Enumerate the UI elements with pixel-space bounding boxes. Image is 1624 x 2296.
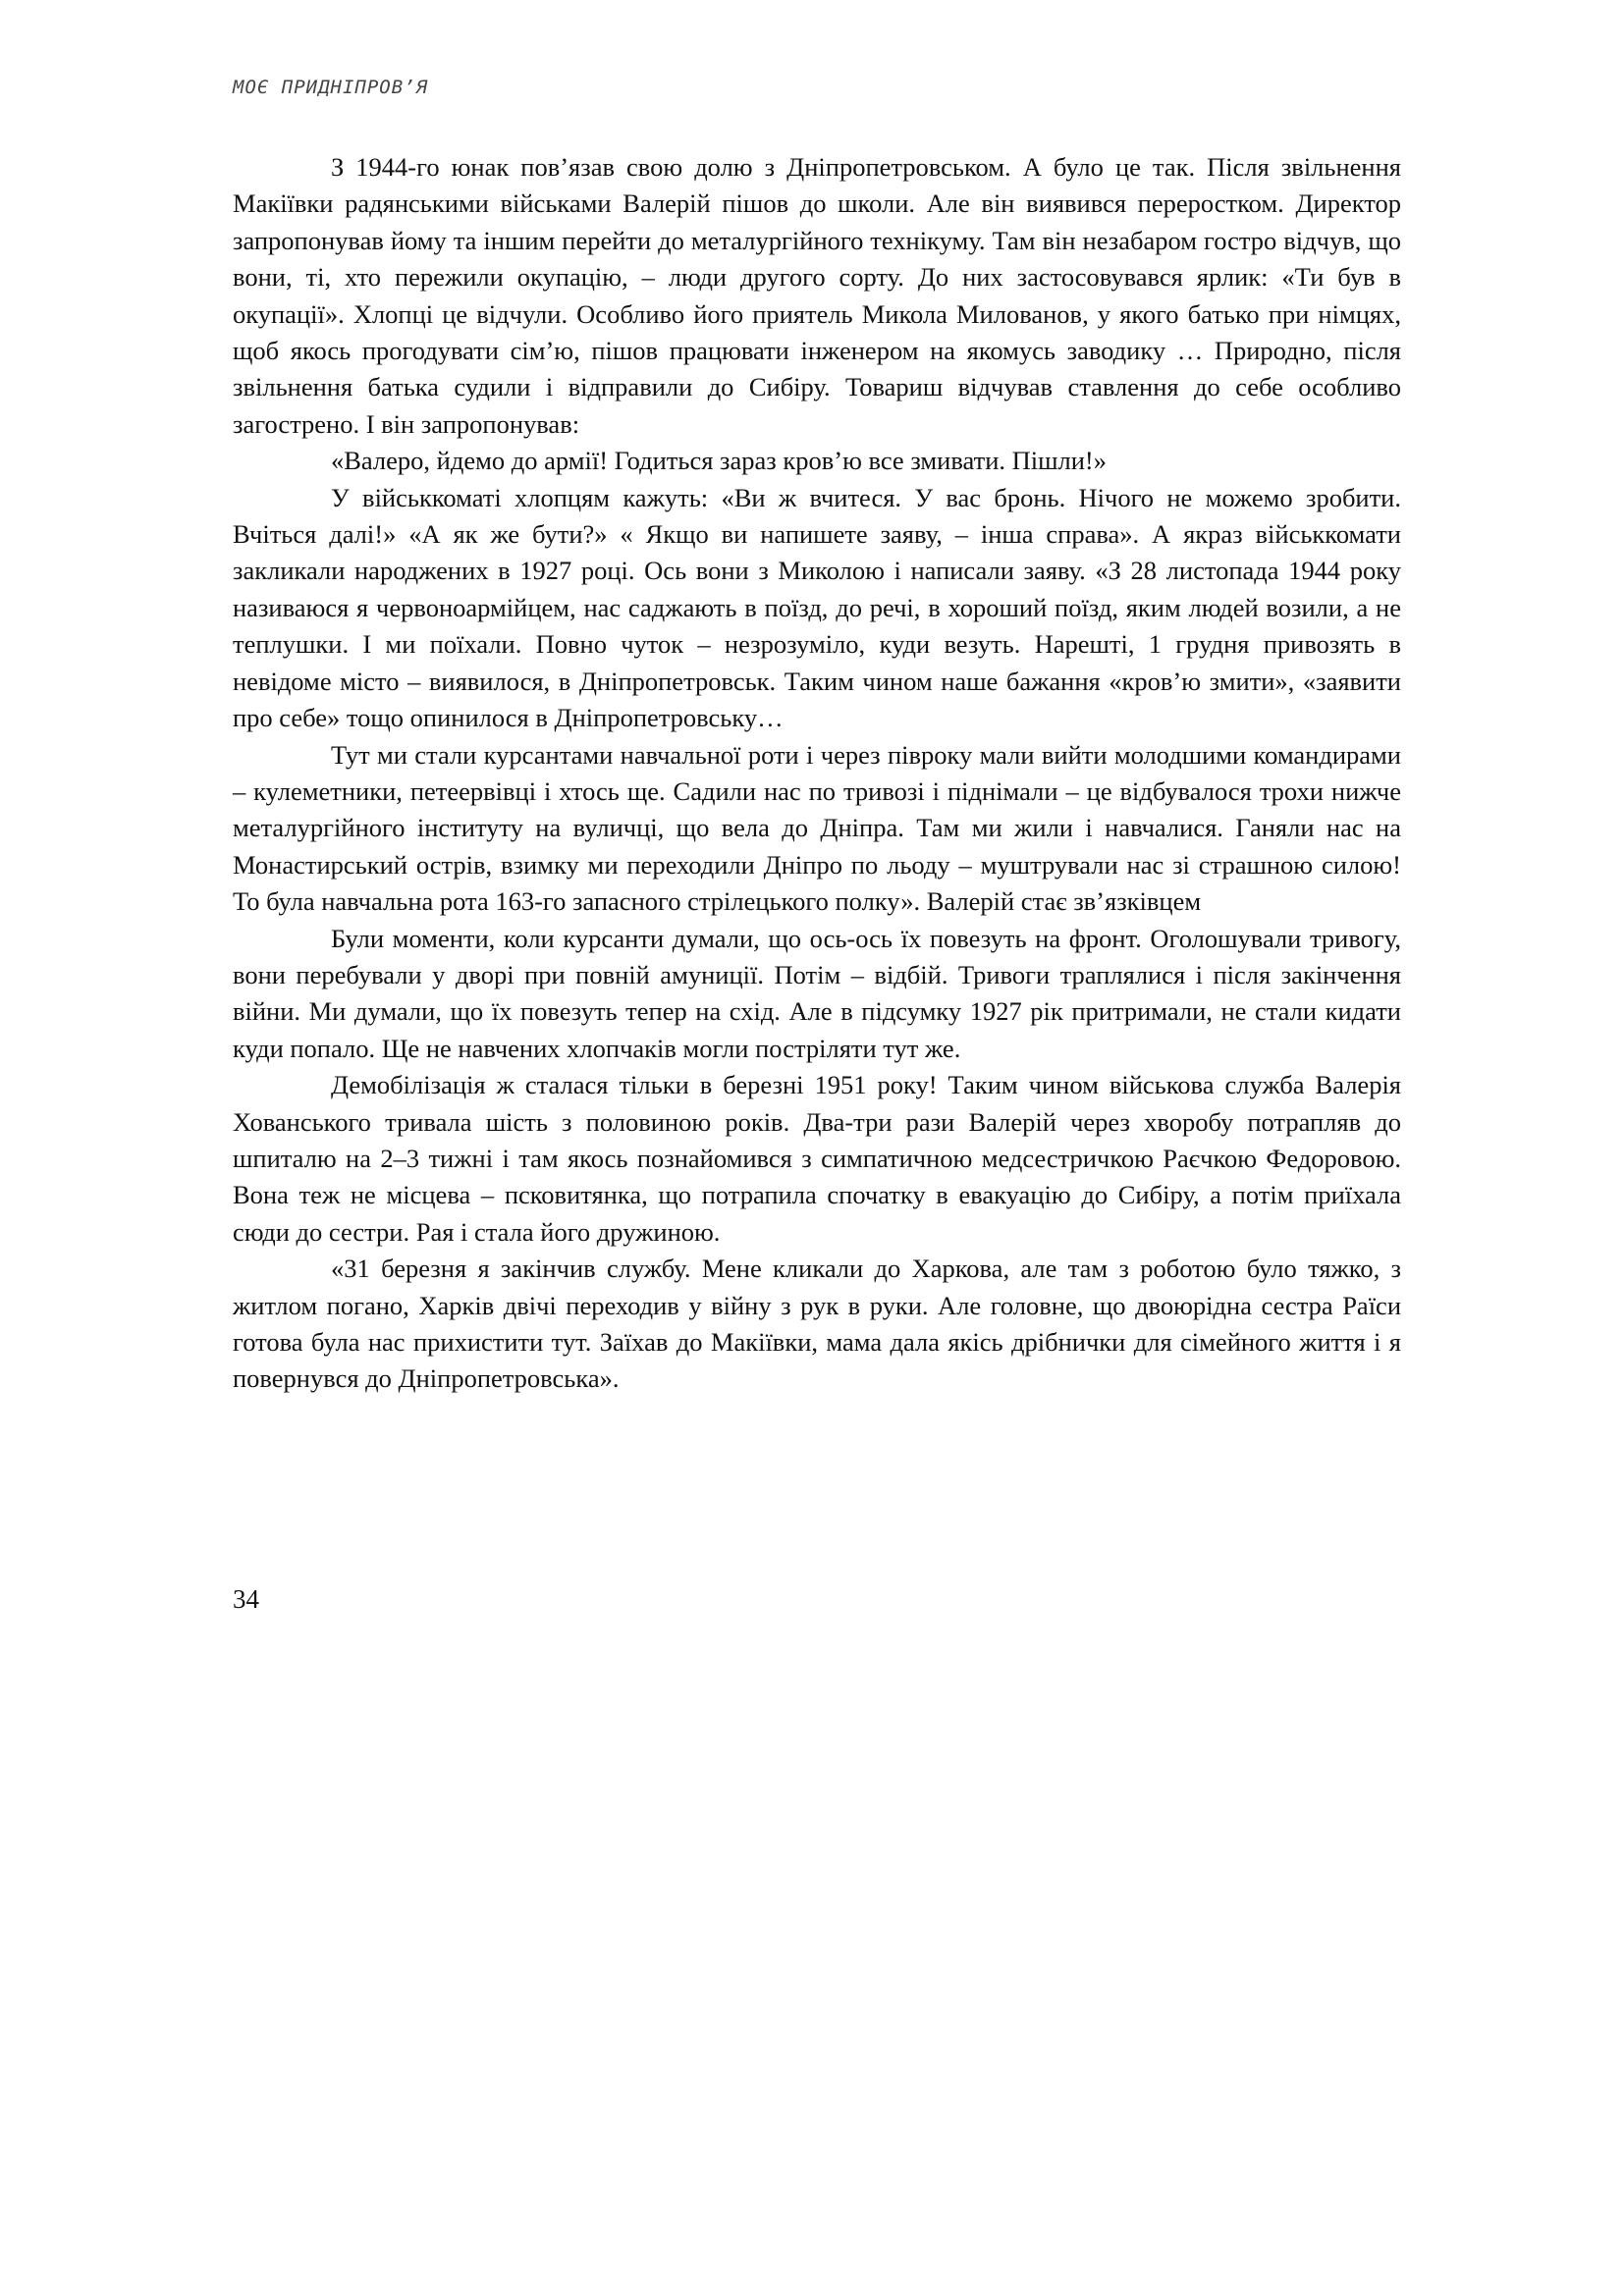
paragraph-6: Демобілізація ж сталася тільки в березні 1951 року! Таким чином військова служба Валерія Хованського тривала шість з половиною років. Два-три рази Валерій через хворобу потрапляв до шпиталю на 2–3 тижні і там якось познайомився з симпатичною медсестричкою Раєчкою Федоровою. Вона теж не місцева – псковитянка, що потрапила спочатку в евакуацію до Сибіру, а потім приїхала сюди до сестри. Рая і стала його дружиною. bbox=[233, 1070, 1401, 1247]
paragraph-7: «31 березня я закінчив службу. Мене кликали до Харкова, але там з роботою було тяжко, з житлом погано, Харків двічі переходив у війну з рук в руки. Але головне, що двоюрідна сестра Раїси готова була нас прихистити тут. Заїхав до Макіївки, мама дала якісь дрібнички для сімейного життя і я повернувся до Дніпропетровська». bbox=[233, 1254, 1401, 1394]
page-number: 34 bbox=[233, 1584, 259, 1614]
paragraph-2: «Валеро, йдемо до армії! Годиться зараз кров’ю все змивати. Пішли!» bbox=[331, 446, 1108, 476]
paragraph-1: З 1944-го юнак пов’язав свою долю з Дніпропетровськом. А було це так. Після звільнення Макіївки радянськими військами Валерій пішов до школи. Але він виявився переростком. Директор запропонував йому та іншим перейти до металургійного технікуму. Там він незабаром гостро відчув, що вони, ті, хто пережили окупацію, – люди другого сорту. До них застосовувався ярлик: «Ти був в окупації». Хлопці це відчули. Особливо його приятель Микола Милованов, у якого батько при німцях, щоб якось прогодувати сім’ю, пішов працювати інженером на якомусь заводику … Природно, після звільнення батька судили і відправили до Сибіру. Товариш відчував ставлення до себе особливо загострено. І він запропонував: bbox=[233, 152, 1401, 439]
running-header: МОЄ ПРИДНІПРОВ’Я bbox=[233, 77, 429, 98]
paragraph-5: Були моменти, коли курсанти думали, що ось-ось їх повезуть на фронт. Оголошували тривогу, вони перебували у дворі при повній амуниції. Потім – відбій. Тривоги траплялися і після закінчення війни. Ми думали, що їх повезуть тепер на схід. Але в підсумку 1927 рік притримали, не стали кидати куди попало. Ще не навчених хлопчаків могли постріляти тут же. bbox=[233, 923, 1401, 1063]
paragraph-4: Тут ми стали курсантами навчальної роти і через півроку мали вийти молодшими командирами – кулеметники, петеервівці і хтось ще. Садили нас по тривозі і піднімали – це відбувалося трохи нижче металургійного інституту на вуличці, що вела до Дніпра. Там ми жили і навчалися. Ганяли нас на Монастирський острів, взимку ми переходили Дніпро по льоду – муштрували нас зі страшною силою! То була навчальна рота 163-го запасного стрілецького полку». Валерій стає зв’язківцем bbox=[233, 739, 1401, 917]
paragraph-3: У військкоматі хлопцям кажуть: «Ви ж вчитеся. У вас бронь. Нічого не можемо зробити. Вчіться далі!» «А як же бути?» « Якщо ви напишете заяву, – інша справа». А якраз військкомати закликали народжених в 1927 році. Ось вони з Миколою і написали заяву. «З 28 листопада 1944 року називаюся я червоноармійцем, нас саджають в поїзд, до речі, в хороший поїзд, яким людей возили, а не теплушки. І ми поїхали. Повно чуток – незрозуміло, куди везуть. Нарешті, 1 грудня привозять в невідоме місто – виявилося, в Дніпропетровськ. Таким чином наше бажання «кров’ю змити», «заявити про себе» тощо опинилося в Дніпропетровську… bbox=[233, 482, 1401, 733]
body-text bbox=[233, 149, 1401, 1398]
